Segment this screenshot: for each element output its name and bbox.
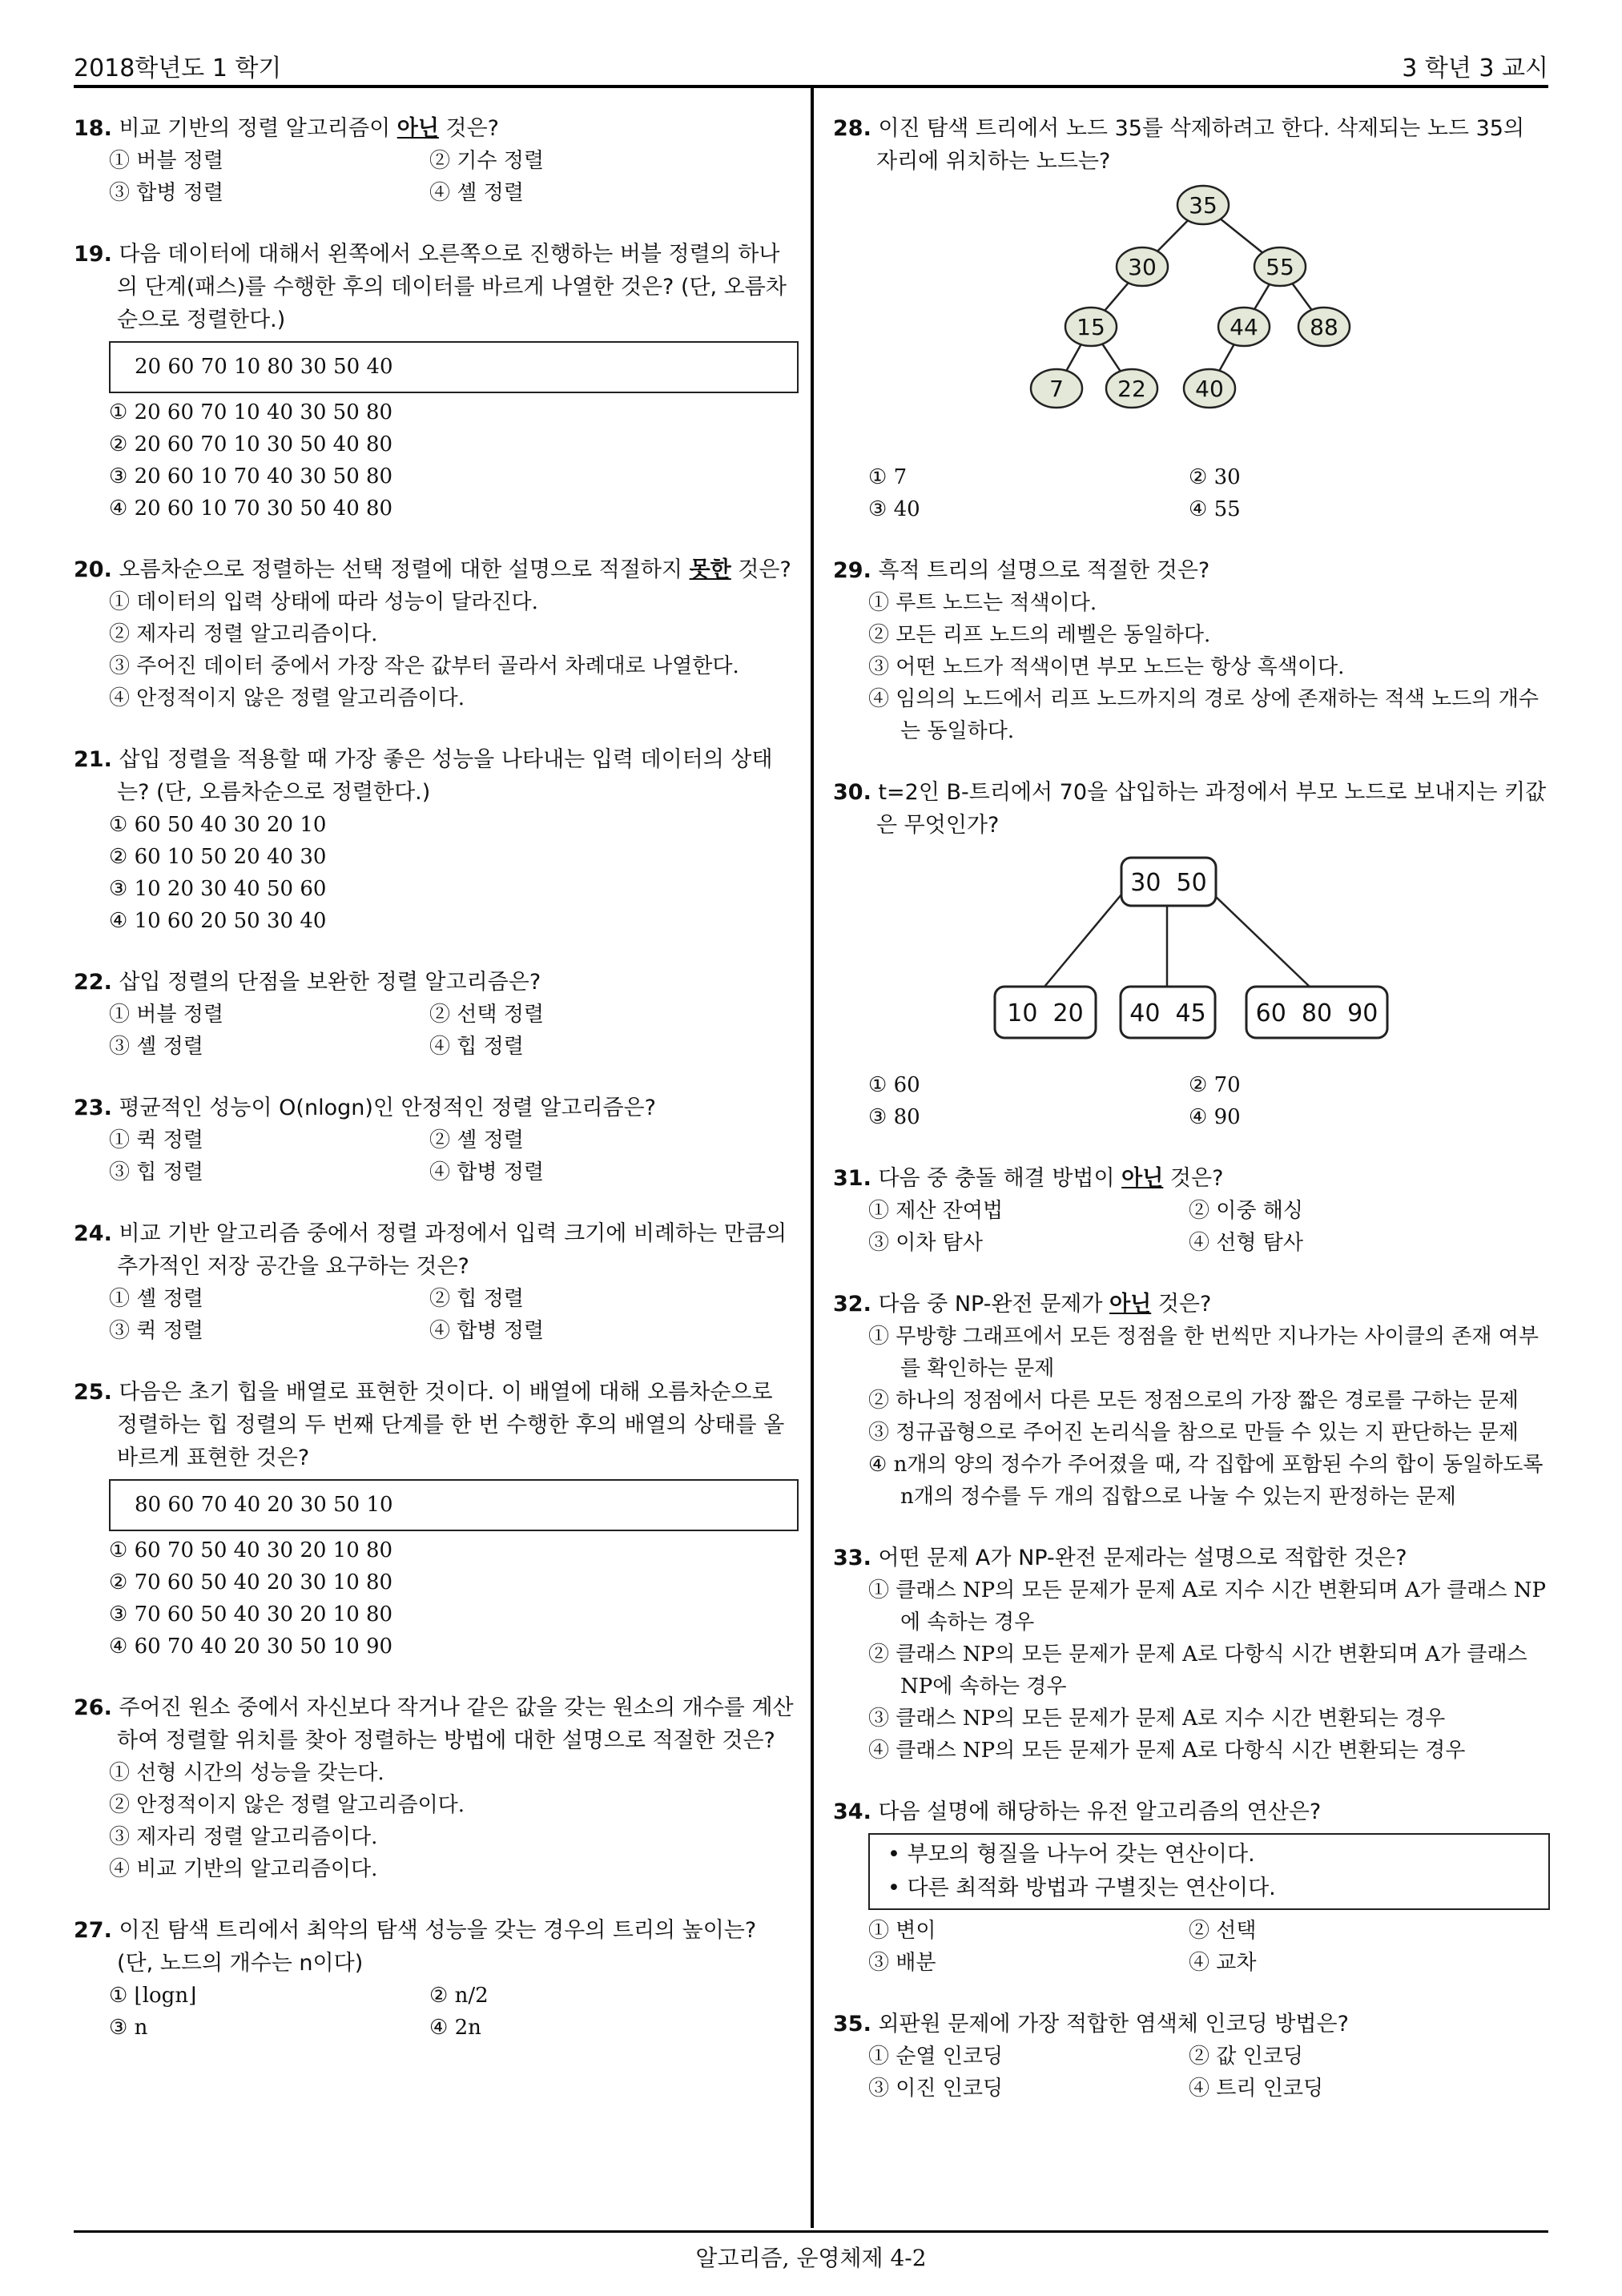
option[interactable]: ③ 20 60 10 70 40 30 50 80 xyxy=(109,464,393,489)
option[interactable]: ① 20 60 70 10 40 30 50 80 xyxy=(109,400,393,424)
btree-node: 10 20 xyxy=(1007,999,1084,1027)
question-21: 21. 삽입 정렬을 적용할 때 가장 좋은 성능을 나타내는 입력 데이터의 상태는? (단, 오름차순으로 정렬한다.) ① 60 50 40 30 20 10 ② 60 10 50 20 40 30 ③ 10 20 30 40 50 60 ④ 10 60 20 50 30 40 xyxy=(74,743,799,937)
option[interactable]: ③ 이차 탐사 xyxy=(868,1231,983,1255)
option[interactable]: ④ 60 70 40 20 30 50 10 90 xyxy=(109,1635,393,1659)
option[interactable]: ④ 2n xyxy=(429,2016,481,2040)
tree-node: 35 xyxy=(1189,192,1218,219)
btree-node: 60 80 90 xyxy=(1255,999,1378,1027)
description-box: • 부모의 형질을 나누어 갖는 연산이다. • 다른 최적화 방법과 구별짓는 연산이다. xyxy=(868,1833,1550,1910)
option[interactable]: ① ⌊logn⌋ xyxy=(109,1984,197,2008)
option[interactable]: ④ 90 xyxy=(1189,1105,1241,1129)
option[interactable]: ① 셸 정렬 xyxy=(109,1287,203,1311)
option[interactable]: ① 변이 xyxy=(868,1919,936,1943)
data-box: 80 60 70 40 20 30 50 10 xyxy=(109,1479,799,1531)
question-35: 35. 외판원 문제에 가장 적합한 염색체 인코딩 방법은? ① 순열 인코딩 ② 값 인코딩 ③ 이진 인코딩 ④ 트리 인코딩 xyxy=(833,2008,1550,2105)
option[interactable]: ④ 합병 정렬 xyxy=(429,1160,544,1184)
option[interactable]: ③ 70 60 50 40 30 20 10 80 xyxy=(109,1602,393,1627)
data-box: 20 60 70 10 80 30 50 40 xyxy=(109,341,799,393)
option[interactable]: ① 무방향 그래프에서 모든 정점을 한 번씩만 지나가는 사이클의 존재 여부를 확인하는 문제 xyxy=(868,1325,1539,1381)
question-22: 22. 삽입 정렬의 단점을 보완한 정렬 알고리즘은? ① 버블 정렬 ② 선택 정렬 ③ 셸 정렬 ④ 힙 정렬 xyxy=(74,966,799,1063)
option[interactable]: ② 제자리 정렬 알고리즘이다. xyxy=(109,622,378,646)
option[interactable]: ④ 선형 탐사 xyxy=(1189,1231,1303,1255)
option[interactable]: ② 20 60 70 10 30 50 40 80 xyxy=(109,432,393,456)
tree-node: 55 xyxy=(1266,254,1294,280)
option[interactable]: ③ 이진 인코딩 xyxy=(868,2077,1004,2101)
question-32: 32. 다음 중 NP-완전 문제가 아닌 것은? ① 무방향 그래프에서 모든 정점을 한 번씩만 지나가는 사이클의 존재 여부를 확인하는 문제 ② 하나의 정점에서 다른 모든 정점으로의 가장 짧은 경로를 구하는 문제 ③ 정규곱형으로 주어진 논리식을 참으로 만들 수 있는 지 판단하는 문제 ④ n개의 양의 정수가 주어졌을 때, 각 집합에 포함된 수의 합이 동일하도록 n개의 정수를 두 개의 집합으로 나눌 수 있는지 판정하는 문제 xyxy=(833,1288,1550,1513)
option[interactable]: ① 클래스 NP의 모든 문제가 문제 A로 지수 시간 변환되며 A가 클래스 NP에 속하는 경우 xyxy=(868,1578,1547,1635)
question-26: 26. 주어진 원소 중에서 자신보다 작거나 같은 값을 갖는 원소의 개수를 계산하여 정렬할 위치를 찾아 정렬하는 방법에 대한 설명으로 적절한 것은? ① 선형 시간의 성능을 갖는다. ② 안정적이지 않은 정렬 알고리즘이다. ③ 제자리 정렬 알고리즘이다. ④ 비교 기반의 알고리즘이다. xyxy=(74,1691,799,1885)
option[interactable]: ② 모든 리프 노드의 레벨은 동일하다. xyxy=(868,623,1211,647)
tree-node: 30 xyxy=(1128,254,1157,280)
option[interactable]: ② 선택 정렬 xyxy=(429,1003,544,1027)
question-34: 34. 다음 설명에 해당하는 유전 알고리즘의 연산은? • 부모의 형질을 나누어 갖는 연산이다. • 다른 최적화 방법과 구별짓는 연산이다. ① 변이 ② 선택 ③ 배분 ④ 교차 xyxy=(833,1795,1550,1979)
option[interactable]: ② 이중 해싱 xyxy=(1189,1199,1303,1223)
question-30: 30. t=2인 B-트리에서 70을 삽입하는 과정에서 부모 노드로 보내지는 키값은 무엇인가? 30 50 10 20 40 45 60 80 90 ① 60 ② 70 ③ 80 ④ 90 xyxy=(833,776,1550,1133)
option[interactable]: ④ 안정적이지 않은 정렬 알고리즘이다. xyxy=(109,686,465,710)
question-25: 25. 다음은 초기 힙을 배열로 표현한 것이다. 이 배열에 대해 오름차순으로 정렬하는 힙 정렬의 두 번째 단계를 한 번 수행한 후의 배열의 상태를 올바르게 표현한 것은? 80 60 70 40 20 30 50 10 ① 60 70 50 40 30 20 10 80 ② 70 60 50 40 20 30 10 80 ③ 70 60 50 40 30 20 10 80 ④ 60 70 40 20 30 50 10 90 xyxy=(74,1376,799,1663)
question-27: 27. 이진 탐색 트리에서 최악의 탐색 성능을 갖는 경우의 트리의 높이는? (단, 노드의 개수는 n이다) ① ⌊logn⌋ ② n/2 ③ n ④ 2n xyxy=(74,1914,799,2044)
question-31: 31. 다음 중 충돌 해결 방법이 아닌 것은? ① 제산 잔여법 ② 이중 해싱 ③ 이차 탐사 ④ 선형 탐사 xyxy=(833,1162,1550,1259)
option[interactable]: ① 순열 인코딩 xyxy=(868,2045,1004,2069)
question-28: 28. 이진 탐색 트리에서 노드 35를 삭제하려고 한다. 삭제되는 노드 35의 자리에 위치하는 노드는? 35 30 55 15 44 88 7 22 40 ① 7 ② 30 ③ 40 ④ 55 xyxy=(833,112,1550,525)
option[interactable]: ③ 10 20 30 40 50 60 xyxy=(109,877,327,901)
option[interactable]: ② 60 10 50 20 40 30 xyxy=(109,845,327,869)
option[interactable]: ③ 제자리 정렬 알고리즘이다. xyxy=(109,1825,378,1849)
question-29: 29. 흑적 트리의 설명으로 적절한 것은? ① 루트 노드는 적색이다. ② 모든 리프 노드의 레벨은 동일하다. ③ 어떤 노드가 적색이면 부모 노드는 항상 흑색이다. ④ 임의의 노드에서 리프 노드까지의 경로 상에 존재하는 적색 노드의 개수는 동일하다. xyxy=(833,554,1550,747)
option[interactable]: ① 루트 노드는 적색이다. xyxy=(868,591,1097,615)
footer-rule xyxy=(74,2230,1548,2233)
option[interactable]: ② 30 xyxy=(1189,465,1241,489)
bullet-icon: • xyxy=(887,1876,908,1900)
option[interactable]: ④ 비교 기반의 알고리즘이다. xyxy=(109,1857,378,1881)
option[interactable]: ① 선형 시간의 성능을 갖는다. xyxy=(109,1761,384,1785)
option[interactable]: ③ 주어진 데이터 중에서 가장 작은 값부터 골라서 차례대로 나열한다. xyxy=(109,654,739,678)
option[interactable]: ④ 20 60 10 70 30 50 40 80 xyxy=(109,497,393,521)
option[interactable]: ④ 클래스 NP의 모든 문제가 문제 A로 다항식 시간 변환되는 경우 xyxy=(868,1739,1466,1763)
option[interactable]: ② n/2 xyxy=(429,1984,489,2008)
option[interactable]: ④ 트리 인코딩 xyxy=(1189,2077,1324,2101)
option[interactable]: ① 버블 정렬 xyxy=(109,149,223,173)
column-divider xyxy=(811,88,814,2228)
option[interactable]: ④ 10 60 20 50 30 40 xyxy=(109,909,327,933)
option[interactable]: ② 기수 정렬 xyxy=(429,149,544,173)
option[interactable]: ③ 40 xyxy=(868,497,920,521)
page-footer: 알고리즘, 운영체제 4-2 xyxy=(695,2245,927,2271)
option[interactable]: ③ 힙 정렬 xyxy=(109,1160,203,1184)
option[interactable]: ② 하나의 정점에서 다른 모든 정점으로의 가장 짧은 경로를 구하는 문제 xyxy=(868,1389,1519,1413)
option[interactable]: ② 안정적이지 않은 정렬 알고리즘이다. xyxy=(109,1793,465,1817)
option[interactable]: ② 70 60 50 40 20 30 10 80 xyxy=(109,1570,393,1594)
option[interactable]: ③ 어떤 노드가 적색이면 부모 노드는 항상 흑색이다. xyxy=(868,655,1345,679)
option[interactable]: ③ 정규곱형으로 주어진 논리식을 참으로 만들 수 있는 지 판단하는 문제 xyxy=(868,1421,1519,1445)
page-header xyxy=(74,43,1548,85)
option[interactable]: ② 선택 xyxy=(1189,1919,1257,1943)
option[interactable]: ① 60 50 40 30 20 10 xyxy=(109,813,327,837)
option[interactable]: ① 60 70 50 40 30 20 10 80 xyxy=(109,1538,393,1562)
option[interactable]: ③ 퀵 정렬 xyxy=(109,1319,203,1343)
option[interactable]: ③ 배분 xyxy=(868,1951,936,1975)
option[interactable]: ③ 80 xyxy=(868,1105,920,1129)
option[interactable]: ③ 셸 정렬 xyxy=(109,1035,203,1059)
option[interactable]: ④ 교차 xyxy=(1189,1951,1257,1975)
header-term: 2018학년도 1 학기 xyxy=(74,54,282,82)
option[interactable]: ④ 셸 정렬 xyxy=(429,181,524,205)
option[interactable]: ④ n개의 양의 정수가 주어졌을 때, 각 집합에 포함된 수의 합이 동일하도록 n개의 정수를 두 개의 집합으로 나눌 수 있는지 판정하는 문제 xyxy=(868,1453,1544,1509)
question-18: 18. 비교 기반의 정렬 알고리즘이 아닌 것은? ① 버블 정렬 ② 기수 정렬 ③ 합병 정렬 ④ 셸 정렬 xyxy=(74,112,799,209)
tree-node: 15 xyxy=(1077,314,1105,340)
option[interactable]: ① 데이터의 입력 상태에 따라 성능이 달라진다. xyxy=(109,590,538,614)
bullet-icon: • xyxy=(887,1842,908,1867)
tree-node: 88 xyxy=(1310,314,1338,340)
option[interactable]: ③ 합병 정렬 xyxy=(109,181,223,205)
option[interactable]: ④ 힙 정렬 xyxy=(429,1035,524,1059)
left-column xyxy=(74,112,799,2073)
tree-node: 40 xyxy=(1195,376,1224,402)
question-23: 23. 평균적인 성능이 O(nlogn)인 안정적인 정렬 알고리즘은? ① 퀵 정렬 ② 셸 정렬 ③ 힙 정렬 ④ 합병 정렬 xyxy=(74,1092,799,1188)
btree-node: 40 45 xyxy=(1129,999,1206,1027)
tree-node: 44 xyxy=(1230,314,1258,340)
question-33: 33. 어떤 문제 A가 NP-완전 문제라는 설명으로 적합한 것은? ① 클래스 NP의 모든 문제가 문제 A로 지수 시간 변환되며 A가 클래스 NP에 속하는 경우 ② 클래스 NP의 모든 문제가 문제 A로 다항식 시간 변환되며 A가 클래스 NP에 속하는 경우 ③ 클래스 NP의 모든 문제가 문제 A로 지수 시간 변환되는 경우 ④ 클래스 NP의 모든 문제가 문제 A로 다항식 시간 변환되는 경우 xyxy=(833,1542,1550,1767)
bst-diagram xyxy=(833,183,1550,447)
option[interactable]: ④ 합병 정렬 xyxy=(429,1319,544,1343)
option[interactable]: ③ n xyxy=(109,2016,148,2040)
question-19: 19. 다음 데이터에 대해서 왼쪽에서 오른쪽으로 진행하는 버블 정렬의 하나의 단계(패스)를 수행한 후의 데이터를 바르게 나열한 것은? (단, 오름차순으로 정렬한다.) 20 60 70 10 80 30 50 40 ① 20 60 70 10 40 30 50 80 ② 20 60 70 10 30 50 40 80 ③ 20 60 10 70 40 30 50 80 ④ 20 60 10 70 30 50 40 80 xyxy=(74,238,799,525)
option[interactable]: ① 버블 정렬 xyxy=(109,1003,223,1027)
question-24: 24. 비교 기반 알고리즘 중에서 정렬 과정에서 입력 크기에 비례하는 만큼의 추가적인 저장 공간을 요구하는 것은? ① 셸 정렬 ② 힙 정렬 ③ 퀵 정렬 ④ 합병 정렬 xyxy=(74,1217,799,1347)
tree-node: 7 xyxy=(1049,376,1064,402)
option[interactable]: ① 제산 잔여법 xyxy=(868,1199,1004,1223)
btree-node: 30 50 xyxy=(1130,869,1207,897)
option[interactable]: ② 값 인코딩 xyxy=(1189,2045,1303,2069)
option[interactable]: ② 힙 정렬 xyxy=(429,1287,524,1311)
option[interactable]: ③ 클래스 NP의 모든 문제가 문제 A로 지수 시간 변환되는 경우 xyxy=(868,1707,1446,1731)
header-grade-period: 3 학년 3 교시 xyxy=(1402,54,1548,82)
option[interactable]: ④ 55 xyxy=(1189,497,1241,521)
option[interactable]: ① 퀵 정렬 xyxy=(109,1128,203,1152)
question-20: 20. 오름차순으로 정렬하는 선택 정렬에 대한 설명으로 적절하지 못한 것은? ① 데이터의 입력 상태에 따라 성능이 달라진다. ② 제자리 정렬 알고리즘이다. ③ 주어진 데이터 중에서 가장 작은 값부터 골라서 차례대로 나열한다. ④ 안정적이지 않은 정렬 알고리즘이다. xyxy=(74,553,799,714)
right-column xyxy=(833,112,1550,2133)
option[interactable]: ① 60 xyxy=(868,1073,920,1097)
option[interactable]: ② 클래스 NP의 모든 문제가 문제 A로 다항식 시간 변환되며 A가 클래스 NP에 속하는 경우 xyxy=(868,1643,1527,1699)
option[interactable]: ① 7 xyxy=(868,465,908,489)
option[interactable]: ② 70 xyxy=(1189,1073,1241,1097)
option[interactable]: ④ 임의의 노드에서 리프 노드까지의 경로 상에 존재하는 적색 노드의 개수는 동일하다. xyxy=(868,687,1539,743)
btree-diagram xyxy=(833,846,1550,1055)
option[interactable]: ② 셸 정렬 xyxy=(429,1128,524,1152)
tree-node: 22 xyxy=(1117,376,1146,402)
